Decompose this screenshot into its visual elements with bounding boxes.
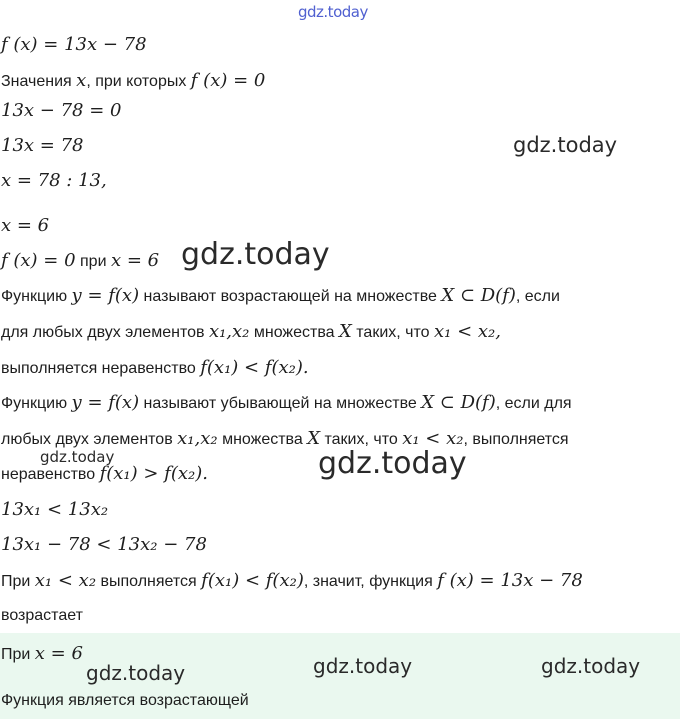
definition-increasing: Функцию y = f(x) называют возрастающей на множестве X ⊂ D(f), если xyxy=(1,285,560,306)
inequality-step-2: 13x₁ − 78 < 13x₂ − 78 xyxy=(1,534,207,555)
watermark-6: gdz.today xyxy=(313,654,413,678)
watermark-2: gdz.today xyxy=(181,237,330,272)
watermark-1: gdz.today xyxy=(513,133,618,157)
definition-increasing-end: выполняется неравенство f(x₁) < f(x₂). xyxy=(1,357,309,378)
definition-decreasing: Функцию y = f(x) называют убывающей на множестве X ⊂ D(f), если для xyxy=(1,392,572,413)
inequality-step-1: 13x₁ < 13x₂ xyxy=(1,499,109,520)
definition-increasing-cont: для любых двух элементов x₁,x₂ множества X таких, что x₁ < x₂, xyxy=(1,321,501,342)
zeros-statement: Значения x, при которых f (x) = 0 xyxy=(1,70,266,91)
definition-decreasing-cont: любых двух элементов x₁,x₂ множества X таких, что x₁ < x₂, выполняется xyxy=(1,428,569,449)
equation-step-3: x = 78 : 13, xyxy=(1,170,107,191)
monotonic-conclusion-end: возрастает xyxy=(1,607,83,624)
watermark-top: gdz.today xyxy=(298,3,368,21)
monotonic-conclusion: При x₁ < x₂ выполняется f(x₁) < f(x₂), значит, функция f (x) = 13x − 78 xyxy=(1,570,583,591)
equation-function: f (x) = 13x − 78 xyxy=(1,34,147,55)
watermark-7: gdz.today xyxy=(541,654,641,678)
equation-result: x = 6 xyxy=(1,215,50,236)
watermark-4: gdz.today xyxy=(318,446,467,481)
equation-step-2: 13x = 78 xyxy=(1,135,84,156)
answer-increasing: Функция является возрастающей xyxy=(1,692,249,709)
watermark-5: gdz.today xyxy=(86,661,186,685)
equation-step-1: 13x − 78 = 0 xyxy=(1,100,122,121)
watermark-3: gdz.today xyxy=(40,448,115,466)
answer-zero: При x = 6 xyxy=(1,643,83,664)
definition-decreasing-end: неравенство f(x₁) > f(x₂). xyxy=(1,463,208,484)
zero-conclusion: f (x) = 0 при x = 6 xyxy=(1,250,160,271)
